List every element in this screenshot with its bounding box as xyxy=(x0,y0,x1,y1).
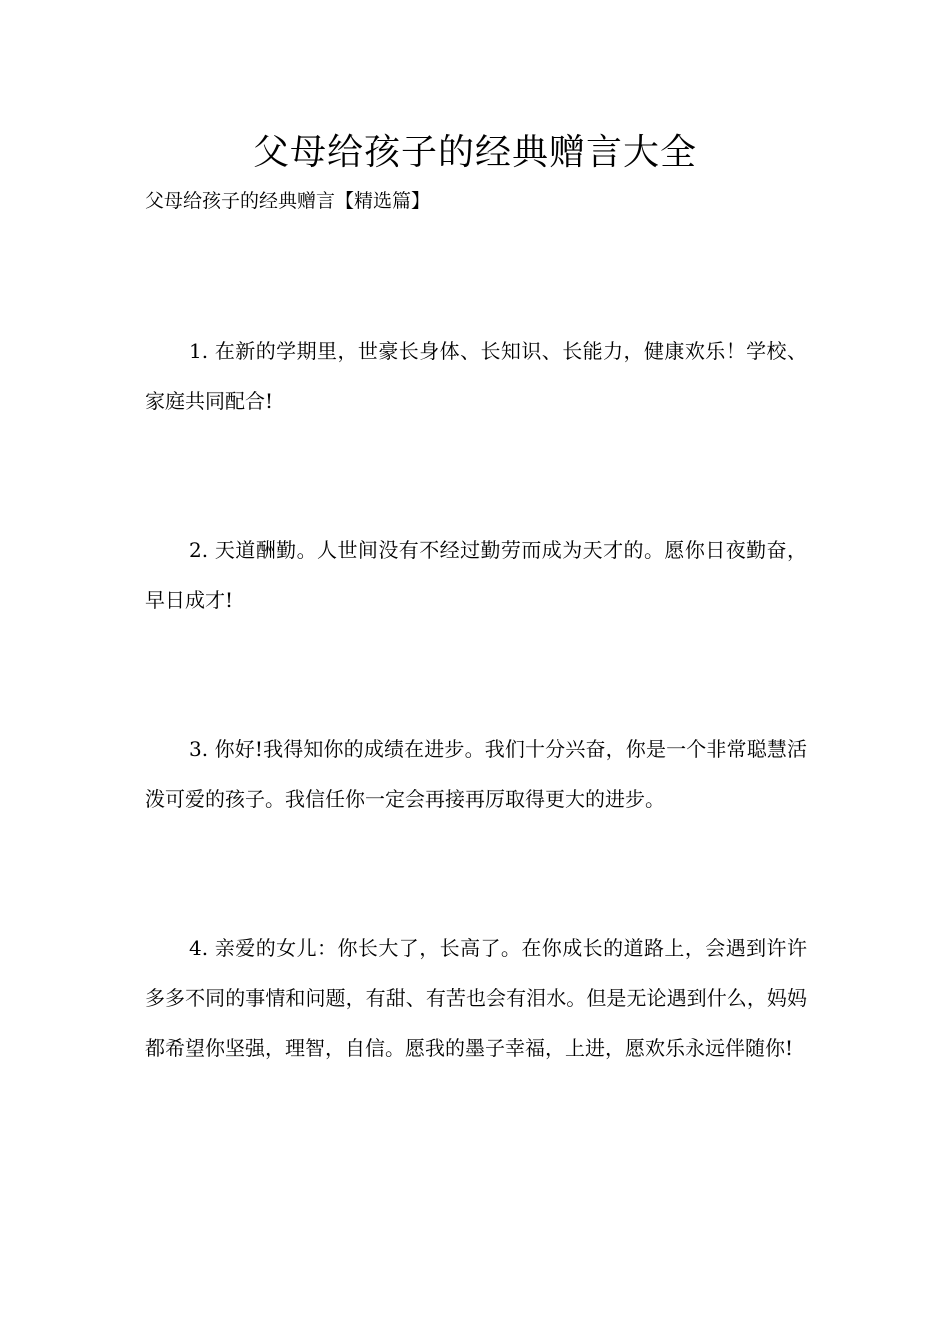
paragraph-1: 1. 在新的学期里，世豪长身体、长知识、长能力，健康欢乐！学校、家庭共同配合! xyxy=(145,339,807,413)
paragraph-4: 4. 亲爱的女儿：你长大了，长高了。在你成长的道路上，会遇到许许多多不同的事情和问题，有甜、有苦也会有泪水。但是无论遇到什么，妈妈都希望你坚强，理智，自信。愿我的墨子幸福，上进，愿欢乐永远伴随你! xyxy=(145,936,807,1060)
document-title: 父母给孩子的经典赠言大全 xyxy=(252,132,697,173)
paragraph-2: 2. 天道酬勤。人世间没有不经过勤劳而成为天才的。愿你日夜勤奋，早日成才! xyxy=(145,538,807,612)
paragraph-3: 3. 你好!我得知你的成绩在进步。我们十分兴奋，你是一个非常聪慧活泼可爱的孩子。我信任你一定会再接再厉取得更大的进步。 xyxy=(145,737,807,811)
document-subtitle: 父母给孩子的经典赠言【精选篇】 xyxy=(145,190,431,212)
